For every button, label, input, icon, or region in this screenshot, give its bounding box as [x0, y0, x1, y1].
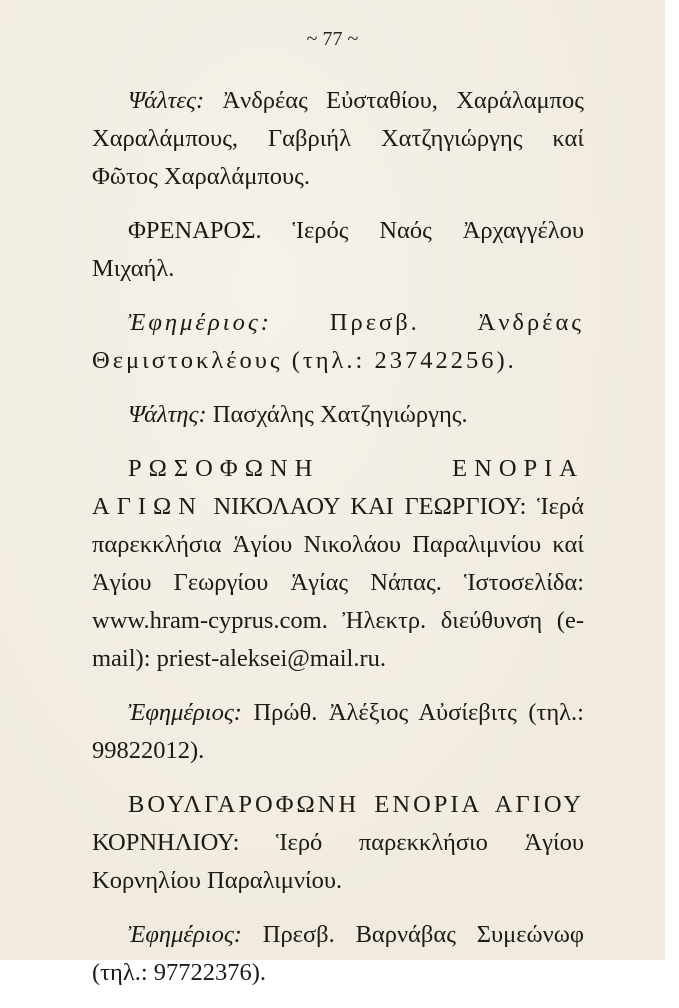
paragraph-text: Ἀνδρέας Εὐσταθίου, Χαράλαμπος Χαραλάμπους, Γαβριήλ Χατζηγιώργης καί Φῶτος Χαραλάμπους. [92, 87, 584, 190]
paragraph-efimerios-bulgarian [92, 916, 584, 992]
paragraph-psaltes [92, 82, 584, 196]
paragraph-text: Πρεσβ. Βαρνάβας Συμεώνωφ (τηλ.: 97722376). [92, 921, 584, 986]
paragraph-text: ΚΟΡΝΗΛΙΟΥ: Ἱερό παρεκκλήσιο Ἁγίου Κορνηλίου Παραλιμνίου. [92, 829, 584, 894]
parish-heading: ΡΩΣΟΦΩΝΗ ΕΝΟΡΙΑ ΑΓΙΩΝ [92, 455, 584, 520]
page-edge [665, 0, 679, 960]
paragraph-efimerios-russian [92, 694, 584, 770]
paragraph-text: ΦΡΕΝΑΡΟΣ. Ἱερός Ναός Ἀρχαγγέλου Μιχαήλ. [92, 217, 584, 282]
role-label: Ἐφημέριος: [128, 699, 242, 726]
paragraph-bulgarian-parish [92, 786, 584, 900]
paragraph-text: ΝΙΚΟΛΑΟΥ ΚΑΙ ΓΕΩΡΓΙΟΥ: Ἱερά παρεκκλήσια Ἁγίου Νικολάου Παραλιμνίου καί Ἁγίου Γεωργίου Ἁγίας Νάπας. Ἱστοσελίδα: www.hram-cyprus.com. Ἠλεκτρ. διεύθυνση (e-mail): priest-aleksei@mail.ru. [92, 493, 584, 672]
role-label: Ψάλτες: [128, 87, 205, 114]
parish-heading: ΒΟΥΛΓΑΡΟΦΩΝΗ ΕΝΟΡΙΑ ΑΓΙΟΥ [128, 791, 584, 818]
paragraph-frenaros [92, 212, 584, 288]
paragraph-text: Πρεσβ. Ἀνδρέας Θεμιστοκλέους (τηλ.: 23742256). [92, 309, 584, 374]
paragraph-russian-parish [92, 450, 584, 678]
page-body [92, 82, 584, 1008]
role-label: Ψάλτης: [128, 401, 207, 428]
paragraph-text: Πρώθ. Ἀλέξιος Αὐσίεβιτς (τηλ.: 99822012). [92, 699, 584, 764]
page-number: ~ 77 ~ [306, 28, 359, 50]
role-label: Ἐφημέριος: [128, 921, 242, 948]
paragraph-text: Πασχάλης Χατζηγιώργης. [206, 401, 468, 428]
paragraph-psaltis [92, 396, 584, 434]
role-label: Ἐφημέριος: [128, 309, 272, 336]
paragraph-efimerios-frenaros [92, 304, 584, 380]
